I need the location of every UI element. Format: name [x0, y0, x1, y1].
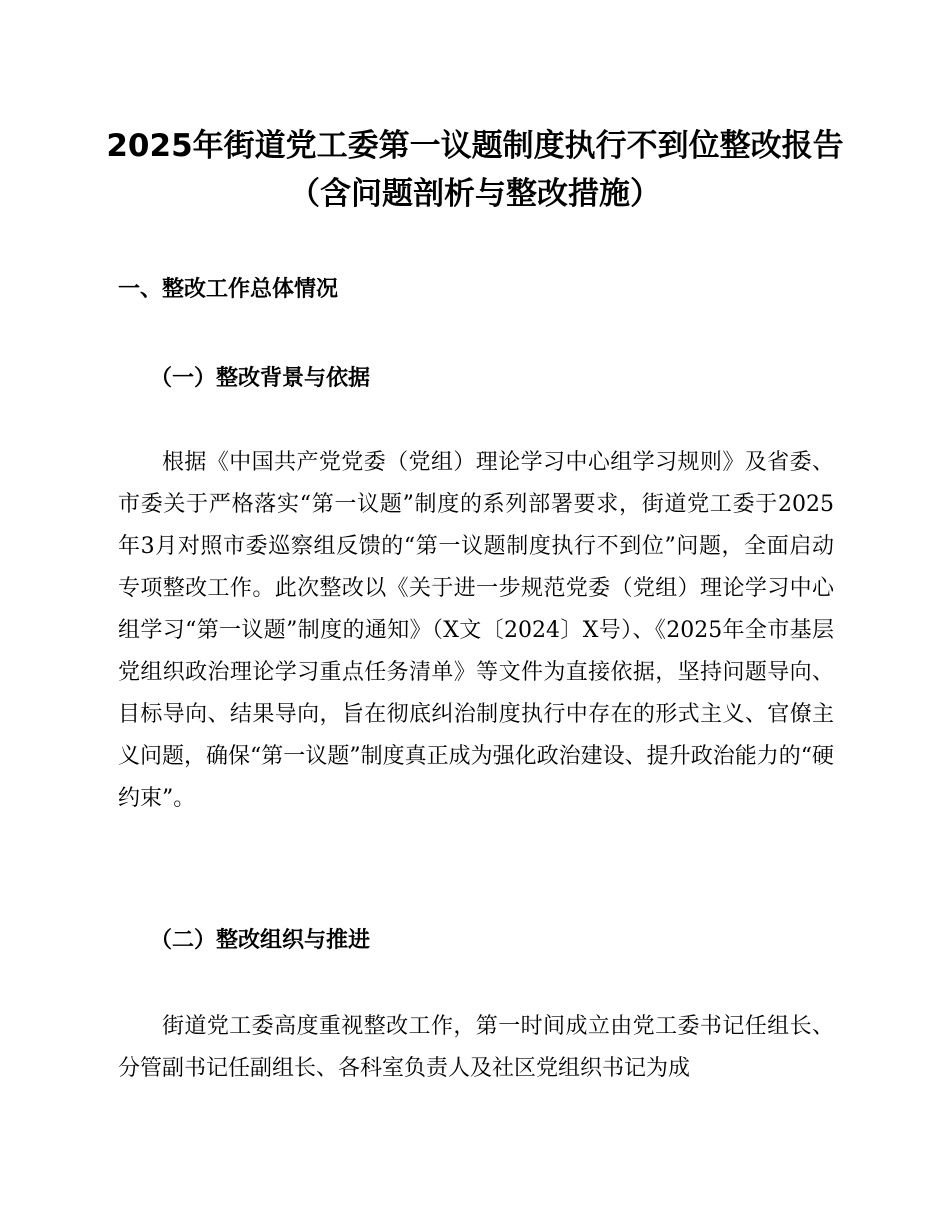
- subsection-heading-1: （一）整改背景与依据: [150, 365, 371, 391]
- paragraph-organization: 街道党工委高度重视整改工作，第一时间成立由党工委书记任组长、分管副书记任副组长、各科室负责人及社区党组织书记为成: [118, 1014, 834, 1081]
- subsection-heading-2: （二）整改组织与推进: [150, 927, 371, 953]
- paragraph-background: 根据《中国共产党党委（党组）理论学习中心组学习规则》及省委、市委关于严格落实“第一议题”制度的系列部署要求，街道党工委于2025年3月对照市委巡察组反馈的“第一议题制度执行不到位”问题，全面启动专项整改工作。此次整改以《关于进一步规范党委（党组）理论学习中心组学习“第一议题”制度的通知》（X文〔2024〕X号）、《2025年全市基层党组织政治理论学习重点任务清单》等文件为直接依据，坚持问题导向、目标导向、结果导向，旨在彻底纠治制度执行中存在的形式主义、官僚主义问题，确保“第一议题”制度真正成为强化政治建设、提升政治能力的“硬约束”。: [118, 450, 834, 811]
- document-title: 2025年街道党工委第一议题制度执行不到位整改报告（含问题剖析与整改措施）: [106, 128, 844, 212]
- section-heading-1: 一、整改工作总体情况: [118, 277, 339, 302]
